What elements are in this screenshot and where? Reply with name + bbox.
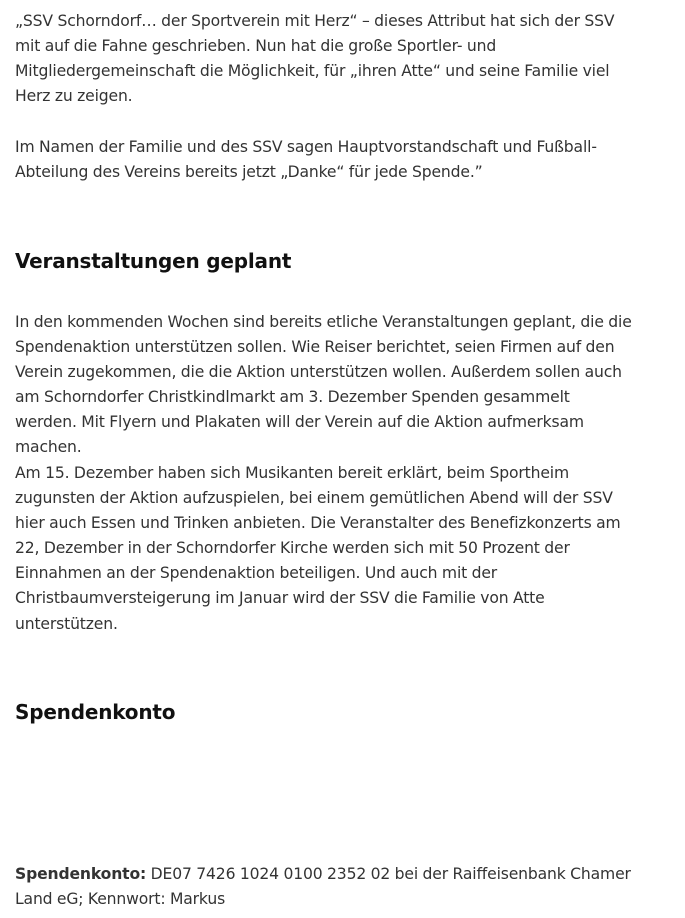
section-heading-events: Veranstaltungen geplant (15, 249, 292, 273)
intro-paragraph-2: Im Namen der Familie und des SSV sagen Hauptvorstandschaft und Fußball-Abteilung des Vereins bereits jetzt „Danke“ für jede Spende.” (15, 138, 597, 182)
account-details: DE07 7426 1024 0100 2352 02 bei der Raiffeisenbank Chamer Land eG; Kennwort: Markus (15, 865, 631, 909)
section-heading-account: Spendenkonto (15, 700, 176, 724)
events-paragraph-2: Am 15. Dezember haben sich Musikanten bereit erklärt, beim Sportheim zugunsten der Aktion aufzuspielen, bei einem gemütlichen Abend will der SSV hier auch Essen und Trinken anbieten. Die Veranstalter des Benefizkonzerts am 22, Dezember in der Schorndorfer Kirche werden sich mit 50 Prozent der Einnahmen an der Spendenaktion beteiligen. Und auch mit der Christbaumversteigerung im Januar wird der SSV die Familie von Atte unterstützen. (15, 464, 621, 633)
events-paragraph-1: In den kommenden Wochen sind bereits etliche Veranstaltungen geplant, die die Spendenaktion unterstützen sollen. Wie Reiser berichtet, seien Firmen auf den Verein zugekommen, die die Aktion unterstützen wollen. Außerdem sollen auch am Schorndorfer Christkindlmarkt am 3. Dezember Spenden gesammelt werden. Mit Flyern und Plakaten will der Verein auf die Aktion aufmerksam machen. (15, 313, 632, 457)
account-paragraph (15, 862, 635, 912)
intro-paragraph-1: „SSV Schorndorf… der Sportverein mit Herz“ – dieses Attribut hat sich der SSV mit auf die Fahne geschrieben. Nun hat die große Sportler- und Mitgliedergemeinschaft die Möglichkeit, für „ihren Atte“ und seine Familie viel Herz zu zeigen. (15, 12, 615, 106)
account-label: Spendenkonto: (15, 865, 147, 883)
